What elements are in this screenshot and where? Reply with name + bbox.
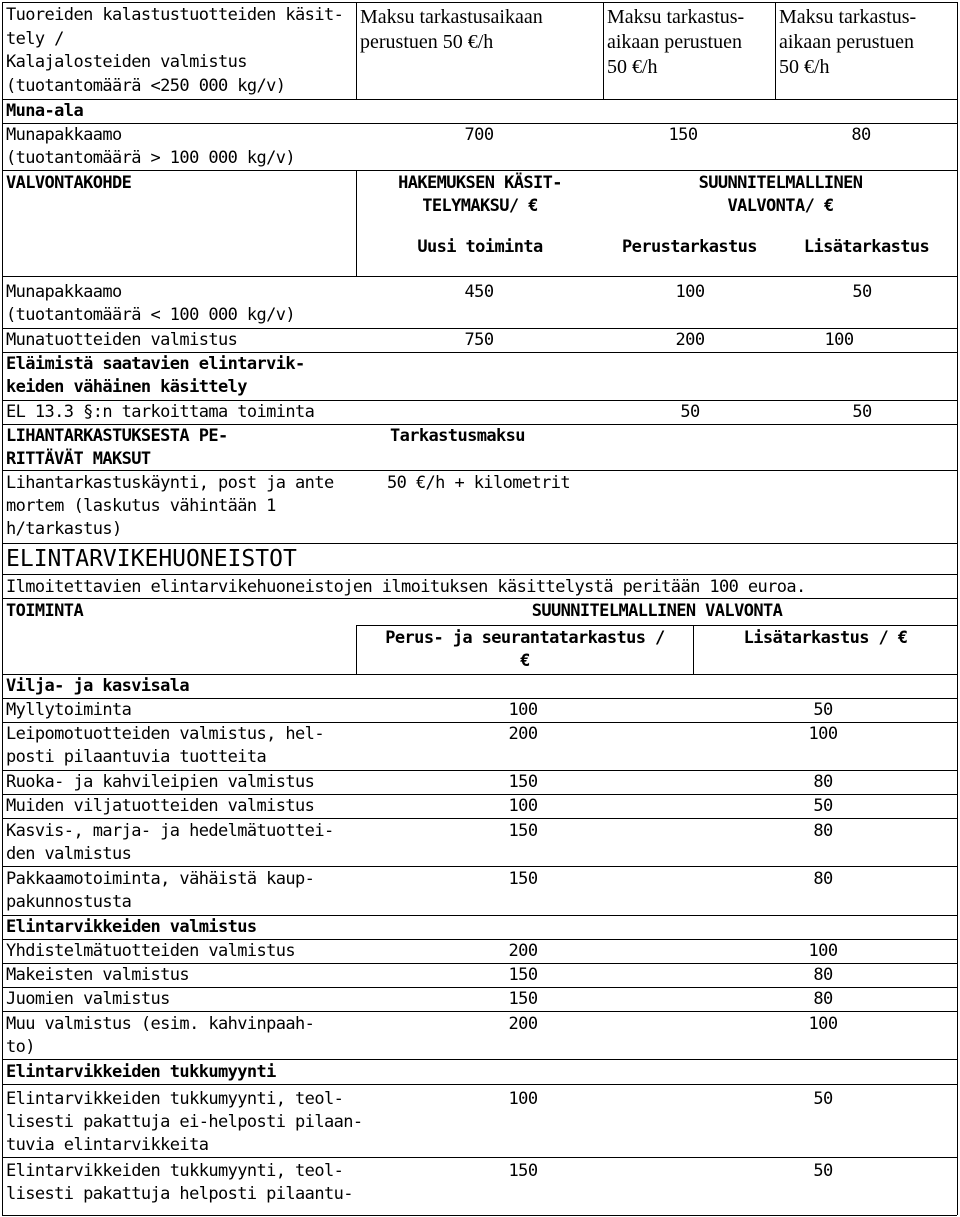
suunnitelmallinen-valvonta-heading: SUUNNITELMALLINEN VALVONTA xyxy=(531,601,783,621)
row-value-perus: 200 xyxy=(508,941,538,961)
perustarkastus-heading: Perustarkastus xyxy=(622,237,757,257)
el133-value-2: 50 xyxy=(852,402,872,422)
row-value-lisa: 100 xyxy=(808,1014,838,1034)
uusi-toiminta-heading: Uusi toiminta xyxy=(417,237,543,257)
row-label: Kasvis-, marja- ja hedelmätuottei- den valmistus xyxy=(6,821,334,864)
hakemuksen-heading: HAKEMUKSEN KÄSIT- TELYMAKSU/ € xyxy=(398,173,562,216)
row-value-perus: 150 xyxy=(508,1161,538,1181)
munatuotteiden-value-3: 100 xyxy=(824,330,854,350)
row-value-lisa: 50 xyxy=(813,1161,833,1181)
munapakkaamo-large-value-2: 150 xyxy=(668,125,698,145)
el133-label: EL 13.3 §:n tarkoittama toiminta xyxy=(6,402,315,422)
column-header-3: Maksu tarkastus- aikaan perustuen 50 €/h xyxy=(779,6,917,78)
row-value-lisa: 80 xyxy=(813,772,833,792)
row-value-perus: 150 xyxy=(508,821,538,841)
row-label: Muu valmistus (esim. kahvinpaah- to) xyxy=(6,1014,315,1057)
munapakkaamo-small-value-3: 50 xyxy=(852,282,872,302)
row-value-perus: 100 xyxy=(508,700,538,720)
lihantarkastus-value: 50 €/h + kilometrit xyxy=(387,473,571,493)
row-label: Elintarvikkeiden valmistus xyxy=(6,917,257,937)
row-value-lisa: 80 xyxy=(813,989,833,1009)
row-value-lisa: 50 xyxy=(813,700,833,720)
row-value-perus: 100 xyxy=(508,796,538,816)
lisa-header: Lisätarkastus / € xyxy=(743,628,908,648)
lihantarkastuskaynti-label: Lihantarkastuskäynti, post ja ante mortem (laskutus vähintään 1 h/tarkastus) xyxy=(6,473,334,539)
row-value-perus: 150 xyxy=(508,989,538,1009)
row-value-perus: 150 xyxy=(508,772,538,792)
muna-ala-heading: Muna-ala xyxy=(6,101,84,121)
elaimista-heading: Eläimistä saatavien elintarvik- keiden vähäinen käsittely xyxy=(6,354,305,397)
munatuotteiden-value-1: 750 xyxy=(464,330,494,350)
section-title: ELINTARVIKEHUONEISTOT xyxy=(6,546,297,572)
row-value-lisa: 80 xyxy=(813,965,833,985)
munapakkaamo-large-value-3: 80 xyxy=(851,125,871,145)
toiminta-heading: TOIMINTA xyxy=(6,601,84,621)
munapakkaamo-small-label: Munapakkaamo (tuotantomäärä < 100 000 kg/v) xyxy=(6,282,296,325)
el133-value-1: 50 xyxy=(680,402,700,422)
row-value-lisa: 50 xyxy=(813,796,833,816)
row-value-perus: 200 xyxy=(508,724,538,744)
column-header-2: Maksu tarkastus- aikaan perustuen 50 €/h xyxy=(607,6,745,78)
suunnitelmallinen-heading: SUUNNITELMALLINEN VALVONTA/ € xyxy=(698,173,863,216)
munapakkaamo-small-value-1: 450 xyxy=(464,282,494,302)
munatuotteiden-value-2: 200 xyxy=(675,330,705,350)
row-label: Juomien valmistus xyxy=(6,989,170,1009)
row-tuoreiden-label: Tuoreiden kalastustuotteiden käsit- tely / Kalajalosteiden valmistus (tuotantomäärä <250 000 kg/v) xyxy=(6,5,344,96)
munapakkaamo-large-value-1: 700 xyxy=(464,125,494,145)
row-value-lisa: 80 xyxy=(813,869,833,889)
munapakkaamo-large-label: Munapakkaamo (tuotantomäärä > 100 000 kg/v) xyxy=(6,125,296,168)
lisatarkastus-heading: Lisätarkastus xyxy=(803,237,930,257)
row-label: Yhdistelmätuotteiden valmistus xyxy=(6,941,296,961)
row-label: Elintarvikkeiden tukkumyynti xyxy=(6,1062,276,1082)
perus-header: Perus- ja seurantatarkastus / € xyxy=(385,628,665,671)
munatuotteiden-label: Munatuotteiden valmistus xyxy=(6,330,238,350)
row-label: Ruoka- ja kahvileipien valmistus xyxy=(6,772,315,792)
row-value-perus: 200 xyxy=(508,1014,538,1034)
row-value-perus: 150 xyxy=(508,965,538,985)
row-label: Elintarvikkeiden tukkumyynti, teol- lisesti pakattuja helposti pilaantu- xyxy=(6,1161,353,1204)
row-label: Elintarvikkeiden tukkumyynti, teol- lisesti pakattuja ei-helposti pilaan- tuvia elintarvikkeita xyxy=(6,1089,363,1155)
valvontakohde-heading: VALVONTAKOHDE xyxy=(6,173,132,193)
tarkastusmaksu-heading: Tarkastusmaksu xyxy=(390,426,525,446)
row-label: Makeisten valmistus xyxy=(6,965,190,985)
row-label: Myllytoiminta xyxy=(6,700,132,720)
row-label: Muiden viljatuotteiden valmistus xyxy=(6,796,315,816)
munapakkaamo-small-value-2: 100 xyxy=(675,282,705,302)
row-label: Vilja- ja kasvisala xyxy=(6,676,190,696)
row-value-lisa: 100 xyxy=(808,941,838,961)
lihantarkastus-heading: LIHANTARKASTUKSESTA PE- RITTÄVÄT MAKSUT xyxy=(6,426,228,469)
notice-text: Ilmoitettavien elintarvikehuoneistojen ilmoituksen käsittelystä peritään 100 euroa. xyxy=(6,577,806,597)
column-header-1: Maksu tarkastusaikaan perustuen 50 €/h xyxy=(360,6,543,53)
row-value-lisa: 80 xyxy=(813,821,833,841)
row-label: Pakkaamotoiminta, vähäistä kaup- pakunnostusta xyxy=(6,869,315,912)
row-value-lisa: 100 xyxy=(808,724,838,744)
row-value-perus: 150 xyxy=(508,869,538,889)
row-label: Leipomotuotteiden valmistus, hel- posti pilaantuvia tuotteita xyxy=(6,724,324,767)
row-value-perus: 100 xyxy=(508,1089,538,1109)
row-value-lisa: 50 xyxy=(813,1089,833,1109)
